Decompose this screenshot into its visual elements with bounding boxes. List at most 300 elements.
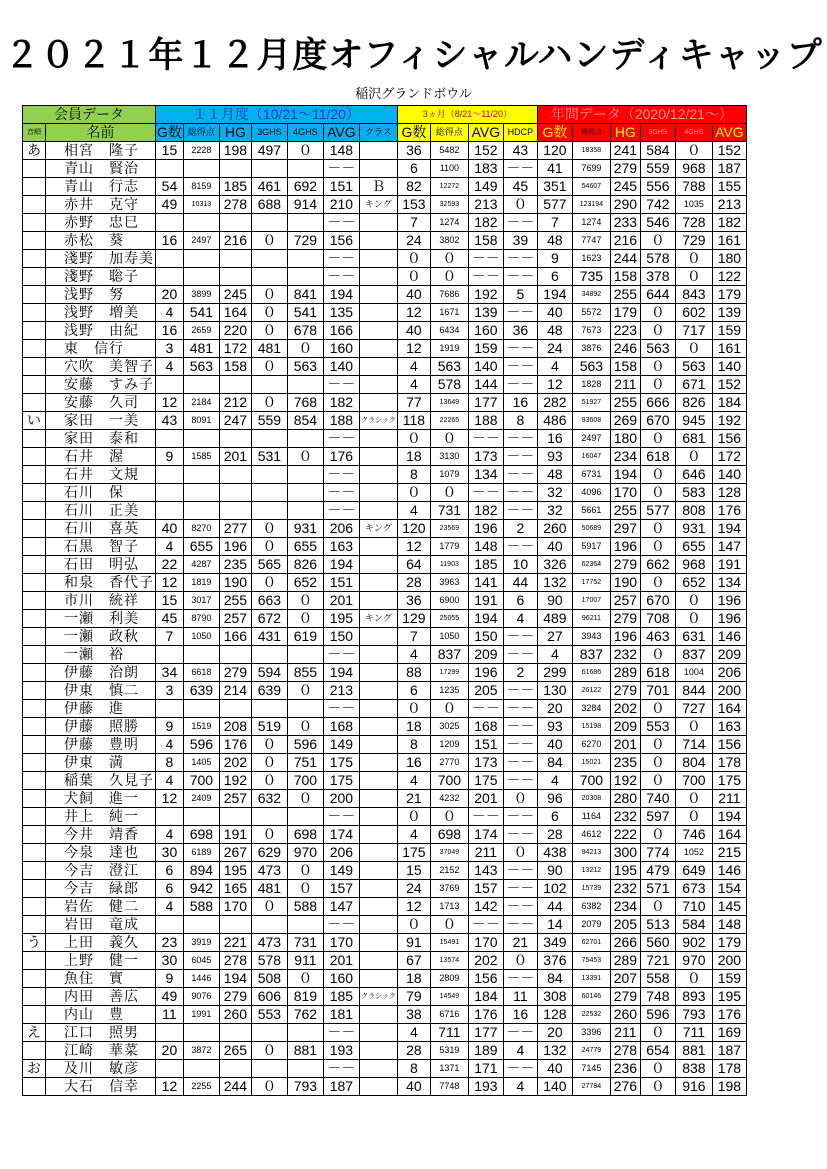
- table-row: [23, 610, 747, 628]
- cell: 194: [323, 286, 359, 304]
- cell: 255: [219, 592, 251, 610]
- cell: 1052: [675, 844, 712, 862]
- cell: 195: [712, 988, 746, 1006]
- table-row: [23, 772, 747, 790]
- cell: [219, 808, 251, 826]
- cell: [287, 250, 323, 268]
- cell: 721: [640, 952, 675, 970]
- cell: 49: [156, 988, 184, 1006]
- cell: －－: [503, 880, 537, 898]
- cell: 192: [219, 772, 251, 790]
- member-name: 一瀬 利美: [46, 610, 156, 628]
- cell: 8: [156, 754, 184, 772]
- cell: 646: [675, 466, 712, 484]
- cell: 4: [156, 826, 184, 844]
- table-row: [23, 916, 747, 934]
- cell: 20: [156, 286, 184, 304]
- kana-index: [23, 448, 46, 466]
- cell: 2: [503, 664, 537, 682]
- cell: 201: [323, 592, 359, 610]
- cell: 36: [397, 592, 430, 610]
- cell: 729: [287, 232, 323, 250]
- cell: 804: [675, 754, 712, 772]
- cell: ０: [640, 1024, 675, 1042]
- cell: 155: [712, 178, 746, 196]
- cell: 185: [323, 988, 359, 1006]
- cell: 161: [712, 232, 746, 250]
- cell: －－: [503, 898, 537, 916]
- cell: 82: [397, 178, 430, 196]
- cell: 6716: [430, 1006, 468, 1024]
- cell: 497: [251, 142, 287, 160]
- cell: 632: [251, 790, 287, 808]
- cell: [359, 934, 397, 952]
- cell: [359, 142, 397, 160]
- cell: [359, 592, 397, 610]
- member-name: 青山 行志: [46, 178, 156, 196]
- cell: [251, 250, 287, 268]
- cell: 278: [219, 196, 251, 214]
- cell: 24: [537, 340, 572, 358]
- cell: 151: [323, 574, 359, 592]
- table-row: [23, 214, 747, 232]
- kana-index: [23, 682, 46, 700]
- cell: 176: [219, 736, 251, 754]
- cell: ０: [287, 142, 323, 160]
- cell: 670: [640, 592, 675, 610]
- cell: ０: [287, 970, 323, 988]
- cell: 6: [537, 268, 572, 286]
- cell: 597: [640, 808, 675, 826]
- member-name: 赤井 克守: [46, 196, 156, 214]
- cell: [156, 916, 184, 934]
- cell: 24: [397, 232, 430, 250]
- cell: 194: [323, 664, 359, 682]
- cell: 166: [323, 322, 359, 340]
- column-header: 音順: [23, 124, 46, 142]
- cell: ０: [251, 1042, 287, 1060]
- cell: [359, 1024, 397, 1042]
- cell: 132: [537, 1042, 572, 1060]
- cell: 194: [610, 466, 640, 484]
- cell: ０: [675, 808, 712, 826]
- cell: －－: [503, 1060, 537, 1078]
- cell: －－: [323, 646, 359, 664]
- cell: ０: [675, 250, 712, 268]
- member-name: 伊藤 進: [46, 700, 156, 718]
- cell: 1519: [183, 718, 219, 736]
- cell: 9: [537, 250, 572, 268]
- column-header: HG: [610, 124, 640, 142]
- cell: 3: [156, 340, 184, 358]
- cell: 9076: [183, 988, 219, 1006]
- cell: 931: [675, 520, 712, 538]
- cell: 159: [712, 322, 746, 340]
- cell: －－: [503, 340, 537, 358]
- cell: 169: [712, 1024, 746, 1042]
- table-row: [23, 430, 747, 448]
- cell: 176: [712, 1006, 746, 1024]
- cell: 560: [640, 934, 675, 952]
- kana-index: [23, 574, 46, 592]
- page-title: ２０２１年１２月度オフィシャルハンディキャップ: [4, 36, 823, 76]
- group-header-row: [23, 106, 747, 124]
- cell: 160: [323, 970, 359, 988]
- table-row: [23, 502, 747, 520]
- cell: 4: [156, 736, 184, 754]
- cell: 20: [156, 1042, 184, 1060]
- table-row: [23, 268, 747, 286]
- cell: 1671: [430, 304, 468, 322]
- cell: 12: [537, 376, 572, 394]
- cell: 12: [397, 898, 430, 916]
- member-name: 穴吹 美智子: [46, 358, 156, 376]
- cell: 164: [712, 700, 746, 718]
- cell: 16047: [572, 448, 610, 466]
- cell: ０: [503, 790, 537, 808]
- cell: 1371: [430, 1060, 468, 1078]
- cell: －－: [503, 646, 537, 664]
- cell: 152: [468, 142, 503, 160]
- cell: 541: [287, 304, 323, 322]
- cell: ０: [397, 808, 430, 826]
- cell: －－: [468, 916, 503, 934]
- cell: －－: [503, 682, 537, 700]
- cell: 8091: [183, 412, 219, 430]
- cell: 556: [640, 178, 675, 196]
- cell: 221: [219, 934, 251, 952]
- cell: 14549: [430, 988, 468, 1006]
- cell: 7673: [572, 322, 610, 340]
- cell: 32593: [430, 196, 468, 214]
- cell: 826: [675, 394, 712, 412]
- cell: 200: [712, 952, 746, 970]
- cell: 198: [712, 1078, 746, 1096]
- member-name: 上田 義久: [46, 934, 156, 952]
- cell: [156, 1024, 184, 1042]
- cell: 282: [537, 394, 572, 412]
- cell: 187: [323, 1078, 359, 1096]
- cell: 8270: [183, 520, 219, 538]
- cell: 175: [323, 772, 359, 790]
- cell: [156, 1060, 184, 1078]
- cell: 6270: [572, 736, 610, 754]
- cell: 139: [468, 304, 503, 322]
- cell: 40: [397, 322, 430, 340]
- cell: －－: [503, 718, 537, 736]
- cell: 894: [183, 862, 219, 880]
- cell: 194: [537, 286, 572, 304]
- cell: 577: [640, 502, 675, 520]
- kana-index: [23, 268, 46, 286]
- cell: 649: [675, 862, 712, 880]
- kana-index: [23, 952, 46, 970]
- cell: 185: [219, 178, 251, 196]
- cell: ０: [640, 574, 675, 592]
- cell: 700: [183, 772, 219, 790]
- cell: 290: [610, 196, 640, 214]
- cell: 279: [610, 160, 640, 178]
- cell: ０: [251, 394, 287, 412]
- cell: 60146: [572, 988, 610, 1006]
- cell: [183, 268, 219, 286]
- cell: 187: [712, 1042, 746, 1060]
- cell: 192: [610, 772, 640, 790]
- kana-index: [23, 214, 46, 232]
- kana-index: [23, 646, 46, 664]
- group-member: 会員データ: [23, 106, 156, 124]
- cell: 768: [287, 394, 323, 412]
- cell: 584: [640, 142, 675, 160]
- cell: 40: [156, 520, 184, 538]
- cell: 170: [610, 484, 640, 502]
- cell: 571: [640, 880, 675, 898]
- cell: 84: [537, 754, 572, 772]
- cell: 206: [712, 664, 746, 682]
- member-name: 今吉 澄江: [46, 862, 156, 880]
- cell: 120: [397, 520, 430, 538]
- cell: 7: [397, 628, 430, 646]
- cell: ０: [287, 682, 323, 700]
- cell: 729: [675, 232, 712, 250]
- cell: 2497: [183, 232, 219, 250]
- cell: 4: [397, 502, 430, 520]
- cell: [359, 736, 397, 754]
- member-name: 浅野 増美: [46, 304, 156, 322]
- cell: 39: [503, 232, 537, 250]
- cell: 220: [219, 322, 251, 340]
- cell: 1050: [430, 628, 468, 646]
- cell: 177: [468, 394, 503, 412]
- cell: [251, 1024, 287, 1042]
- cell: 62701: [572, 934, 610, 952]
- cell: 128: [712, 484, 746, 502]
- kana-index: [23, 376, 46, 394]
- cell: 4: [503, 1042, 537, 1060]
- kana-index: [23, 898, 46, 916]
- cell: 563: [572, 358, 610, 376]
- cell: 28: [397, 574, 430, 592]
- cell: 2: [503, 520, 537, 538]
- cell: 4: [156, 358, 184, 376]
- cell: 15021: [572, 754, 610, 772]
- cell: 2152: [430, 862, 468, 880]
- cell: －－: [503, 214, 537, 232]
- cell: －－: [503, 376, 537, 394]
- cell: 196: [468, 664, 503, 682]
- cell: 17007: [572, 592, 610, 610]
- cell: ０: [397, 700, 430, 718]
- cell: 196: [219, 538, 251, 556]
- cell: 36: [503, 322, 537, 340]
- cell: 140: [712, 358, 746, 376]
- cell: ０: [251, 358, 287, 376]
- kana-index: [23, 808, 46, 826]
- cell: 2184: [183, 394, 219, 412]
- cell: 196: [712, 592, 746, 610]
- table-row: [23, 880, 747, 898]
- cell: [156, 430, 184, 448]
- cell: 194: [712, 808, 746, 826]
- kana-index: [23, 970, 46, 988]
- cell: 11: [503, 988, 537, 1006]
- table-row: [23, 826, 747, 844]
- cell: 176: [323, 448, 359, 466]
- member-name: 安藤 久司: [46, 394, 156, 412]
- cell: [219, 484, 251, 502]
- kana-index: [23, 790, 46, 808]
- cell: －－: [503, 448, 537, 466]
- cell: ０: [287, 340, 323, 358]
- cell: 135: [323, 304, 359, 322]
- cell: 13391: [572, 970, 610, 988]
- cell: 563: [183, 358, 219, 376]
- cell: 257: [610, 592, 640, 610]
- cell: －－: [503, 736, 537, 754]
- cell: 742: [640, 196, 675, 214]
- cell: 172: [712, 448, 746, 466]
- cell: 170: [219, 898, 251, 916]
- kana-index: [23, 286, 46, 304]
- cell: 837: [430, 646, 468, 664]
- cell: 5661: [572, 502, 610, 520]
- cell: ０: [287, 862, 323, 880]
- cell: 12: [156, 1078, 184, 1096]
- cell: 158: [610, 358, 640, 376]
- cell: －－: [503, 358, 537, 376]
- cell: 141: [468, 574, 503, 592]
- cell: [183, 160, 219, 178]
- cell: [156, 268, 184, 286]
- kana-index: [23, 988, 46, 1006]
- cell: 631: [675, 628, 712, 646]
- cell: 6: [397, 160, 430, 178]
- cell: 279: [610, 610, 640, 628]
- cell: 3284: [572, 700, 610, 718]
- kana-index: [23, 880, 46, 898]
- member-name: 相宮 隆子: [46, 142, 156, 160]
- cell: [359, 286, 397, 304]
- cell: 244: [610, 250, 640, 268]
- cell: 149: [323, 862, 359, 880]
- cell: [251, 466, 287, 484]
- cell: 602: [675, 304, 712, 322]
- cell: 260: [219, 1006, 251, 1024]
- cell: 145: [712, 898, 746, 916]
- cell: [219, 466, 251, 484]
- cell: [359, 538, 397, 556]
- member-name: 石川 保: [46, 484, 156, 502]
- cell: 1274: [430, 214, 468, 232]
- cell: [359, 646, 397, 664]
- table-row: [23, 862, 747, 880]
- column-header: HG: [219, 124, 251, 142]
- cell: 1405: [183, 754, 219, 772]
- cell: 202: [610, 700, 640, 718]
- cell: [183, 646, 219, 664]
- cell: [359, 160, 397, 178]
- cell: 594: [251, 664, 287, 682]
- cell: 565: [251, 556, 287, 574]
- cell: 2659: [183, 322, 219, 340]
- member-name: 淺野 加寿美: [46, 250, 156, 268]
- cell: 746: [675, 826, 712, 844]
- cell: －－: [503, 862, 537, 880]
- cell: 698: [287, 826, 323, 844]
- cell: 67: [397, 952, 430, 970]
- table-row: [23, 1042, 747, 1060]
- kana-index: [23, 664, 46, 682]
- cell: ０: [430, 700, 468, 718]
- cell: ０: [251, 286, 287, 304]
- cell: 6189: [183, 844, 219, 862]
- cell: 201: [323, 952, 359, 970]
- member-name: 石井 文規: [46, 466, 156, 484]
- cell: －－: [503, 970, 537, 988]
- cell: 93: [537, 448, 572, 466]
- cell: 881: [675, 1042, 712, 1060]
- cell: －－: [503, 700, 537, 718]
- cell: 179: [610, 304, 640, 322]
- cell: [219, 160, 251, 178]
- cell: 25055: [430, 610, 468, 628]
- table-row: [23, 574, 747, 592]
- cell: 8: [397, 736, 430, 754]
- cell: 6: [503, 592, 537, 610]
- cell: ０: [675, 592, 712, 610]
- cell: [219, 268, 251, 286]
- cell: 3025: [430, 718, 468, 736]
- cell: ０: [640, 736, 675, 754]
- cell: －－: [468, 430, 503, 448]
- cell: 148: [468, 538, 503, 556]
- table-row: [23, 988, 747, 1006]
- cell: －－: [323, 502, 359, 520]
- cell: 201: [219, 448, 251, 466]
- cell: [359, 322, 397, 340]
- cell: 688: [251, 196, 287, 214]
- cell: [287, 430, 323, 448]
- cell: 16: [537, 430, 572, 448]
- cell: [183, 376, 219, 394]
- cell: 2497: [572, 430, 610, 448]
- cell: 4612: [572, 826, 610, 844]
- cell: ０: [640, 304, 675, 322]
- cell: 257: [219, 790, 251, 808]
- cell: ０: [430, 808, 468, 826]
- member-name: 安藤 すみ子: [46, 376, 156, 394]
- cell: 23569: [430, 520, 468, 538]
- cell: ０: [675, 790, 712, 808]
- cell: 559: [251, 412, 287, 430]
- cell: 194: [468, 610, 503, 628]
- cell: 156: [712, 430, 746, 448]
- cell: 639: [183, 682, 219, 700]
- cell: 911: [287, 952, 323, 970]
- cell: ０: [287, 592, 323, 610]
- cell: 678: [287, 322, 323, 340]
- cell: [219, 214, 251, 232]
- kana-index: [23, 916, 46, 934]
- cell: 299: [537, 664, 572, 682]
- cell: ０: [287, 610, 323, 628]
- cell: 157: [468, 880, 503, 898]
- cell: [287, 502, 323, 520]
- cell: 18358: [572, 142, 610, 160]
- cell: 20: [537, 700, 572, 718]
- member-name: 淺野 聡子: [46, 268, 156, 286]
- cell: [219, 376, 251, 394]
